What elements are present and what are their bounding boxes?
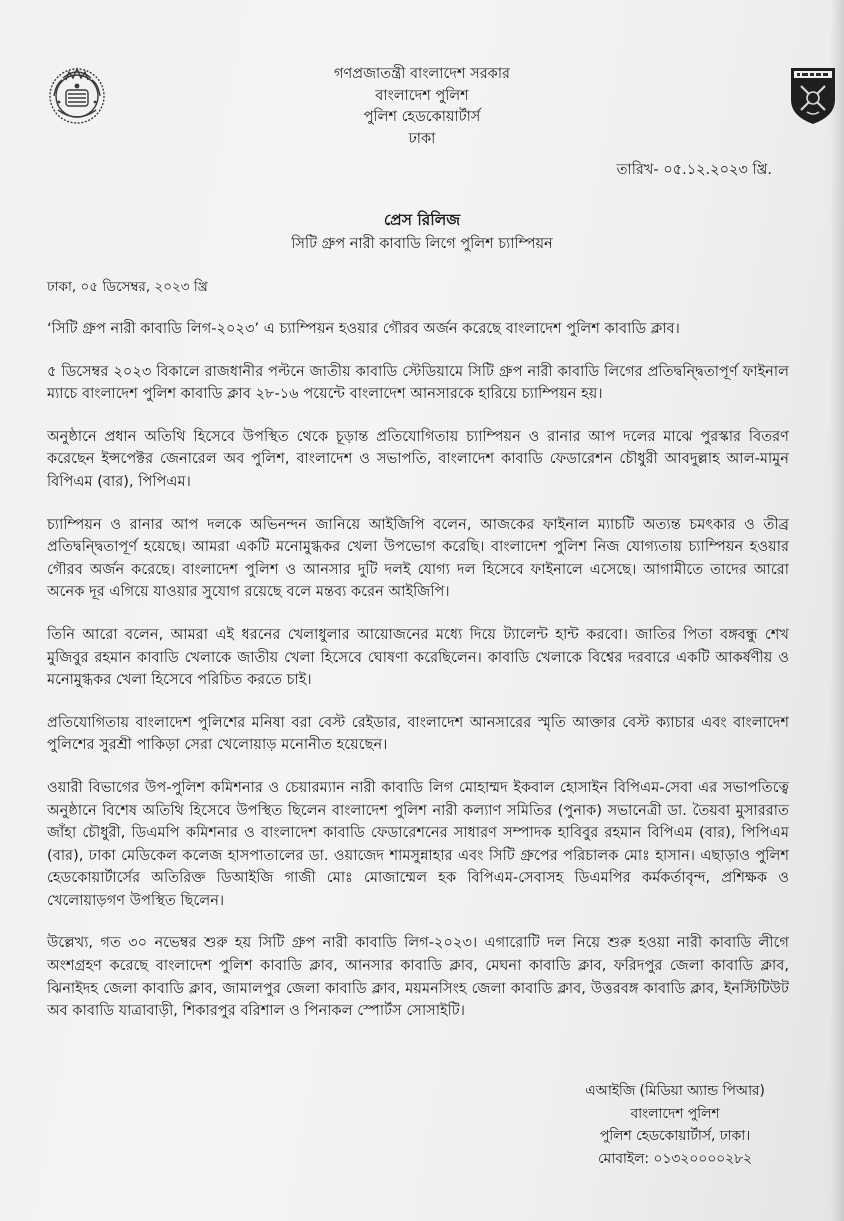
letterhead-government: গণপ্রজাতন্ত্রী বাংলাদেশ সরকার — [333, 66, 510, 82]
release-body — [47, 318, 789, 1043]
letterhead-police: বাংলাদেশ পুলিশ — [375, 87, 469, 104]
signature-mobile: মোবাইল: ০১৩২০০০০২৮২ — [597, 1150, 753, 1167]
signature-organization: বাংলাদেশ পুলিশ — [630, 1105, 720, 1122]
signature-designation: এআইজি (মিডিয়া অ্যান্ড পিআর) — [585, 1083, 765, 1099]
paragraph: অনুষ্ঠানে প্রধান অতিথি হিসেবে উপস্থিত থেকে চূড়ান্ত প্রতিযোগিতায় চ্যাম্পিয়ন ও রানার আপ দলের মাঝে পুরস্কার বিতরণ করেছেন ইন্সপেক্টর জেনারেল অব পুলিশ, বাংলাদেশ ও সভাপতি, বাংলাদেশ কাবাডি ফেডারেশন চৌধুরী আবদুল্লাহ আল-মামুন বিপিএম (বার), পিপিএম। — [47, 427, 789, 490]
page-title: প্রেস রিলিজ — [383, 211, 461, 229]
page-subtitle: সিটি গ্রুপ নারী কাবাডি লিগে পুলিশ চ্যাম্পিয়ন — [291, 236, 553, 252]
paragraph: প্রতিযোগিতায় বাংলাদেশ পুলিশের মনিষা বরা বেস্ট রেইডার, বাংলাদেশ আনসারের স্মৃতি আক্তার বেস্ট ক্যাচার এবং বাংলাদেশ পুলিশের সুরশ্রী পাকিড়া সেরা খেলোয়াড় মনোনীত হয়েছেন। — [47, 713, 789, 754]
paragraph: ওয়ারী বিভাগের উপ-পুলিশ কমিশনার ও চেয়ারম্যান নারী কাবাডি লিগ মোহাম্মদ ইকবাল হোসাইন বিপিএম-সেবা এর সভাপতিত্বে অনুষ্ঠানে বিশেষ অতিথি হিসেবে উপস্থিত ছিলেন বাংলাদেশ পুলিশ নারী কল্যাণ সমিতির (পুনাক) সভানেত্রী ডা. তৈয়বা মুসাররাত জাঁহা চৌধুরী, ডিএমপি কমিশনার ও বাংলাদেশ কাবাডি ফেডারেশনের সাধারণ সম্পাদক হাবিবুর রহমান বিপিএম (বার), পিপিএম (বার), ঢাকা মেডিকেল কলেজ হাসপাতালের ডা. ওয়াজেদ শামসুন্নাহার এবং সিটি গ্রুপের পরিচালক মোঃ হাসান। এছাড়াও পুলিশ হেডকোয়ার্টার্সের অতিরিক্ত ডিআইজি গাজী মোঃ মোজাম্মেল হক বিপিএম-সেবাসহ ডিএমপির কর্মকর্তাবৃন্দ, প্রশিক্ষক ও খেলোয়াড়গণ উপস্থিত ছিলেন। — [47, 778, 789, 909]
paragraph: ‘সিটি গ্রুপ নারী কাবাডি লিগ-২০২৩’ এ চ্যাম্পিয়ন হওয়ার গৌরব অর্জন করেছে বাংলাদেশ পুলিশ কাবাডি ক্লাব। — [47, 320, 680, 337]
page-edge-shadow — [830, 0, 844, 1221]
signature-block — [560, 1080, 790, 1170]
release-date: তারিখ- ০৫.১২.২০২৩ খ্রি. — [616, 162, 772, 178]
letterhead-headquarters: পুলিশ হেডকোয়ার্টার্স — [363, 109, 481, 125]
letterhead-city: ঢাকা — [408, 130, 436, 147]
title-block — [122, 208, 722, 256]
paragraph: তিনি আরো বলেন, আমরা এই ধরনের খেলাধুলার আয়োজনের মধ্যে দিয়ে ট্যালেন্ট হান্ট করবো। জাতির পিতা বঙ্গবন্ধু শেখ মুজিবুর রহমান কাবাডি খেলাকে জাতীয় খেলা হিসেবে ঘোষণা করেছিলেন। কাবাডি খেলাকে বিশ্বের দরবারে একটি আকর্ষণীয় ও মনোমুগ্ধকর খেলা হিসেবে পরিচিত করতে চাই। — [47, 625, 789, 689]
letterhead — [222, 64, 622, 150]
paragraph: চ্যাম্পিয়ন ও রানার আপ দলকে অভিনন্দন জানিয়ে আইজিপি বলেন, আজকের ফাইনাল ম্যাচটি অত্যন্ত চমৎকার ও তীব্র প্রতিদ্বন্দ্বিতাপূর্ণ হয়েছে। আমরা একটি মনোমুগ্ধকর খেলা উপভোগ করেছি। বাংলাদেশ পুলিশ নিজ যোগ্যতায় চ্যাম্পিয়ন হওয়ার গৌরব অর্জন করেছে। বাংলাদেশ পুলিশ ও আনসার দুটি দলই যোগ্য দল হিসেবে ফাইনালে এসেছে। আগামীতে তাদের আরো অনেক দূর এগিয়ে যাওয়ার সুযোগ রয়েছে বলে মন্তব্য করেন আইজিপি। — [47, 515, 789, 601]
police-emblem-icon — [44, 60, 110, 126]
signature-office: পুলিশ হেডকোয়ার্টার্স, ঢাকা। — [599, 1128, 751, 1144]
dateline: ঢাকা, ০৫ ডিসেম্বর, ২০২৩ খ্রি — [47, 279, 208, 295]
paragraph: ৫ ডিসেম্বর ২০২৩ বিকালে রাজধানীর পল্টনে জাতীয় কাবাডি স্টেডিয়ামে সিটি গ্রুপ নারী কাবাডি লিগের প্রতিদ্বন্দ্বিতাপূর্ণ ফাইনাল ম্যাচে বাংলাদেশ পুলিশ কাবাডি ক্লাব ২৮-১৬ পয়েন্টে বাংলাদেশ আনসারকে হারিয়ে চ্যাম্পিয়ন হয়। — [47, 362, 789, 403]
paragraph: উল্লেখ্য, গত ৩০ নভেম্বর শুরু হয় সিটি গ্রুপ নারী কাবাডি লিগ-২০২৩। এগারোটি দল নিয়ে শুরু হওয়া নারী কাবাডি লীগে অংশগ্রহণ করেছে বাংলাদেশ পুলিশ কাবাডি ক্লাব, আনসার কাবাডি ক্লাব, মেঘনা কাবাডি ক্লাব, ফরিদপুর জেলা কাবাডি ক্লাব, ঝিনাইদহ জেলা কাবাডি ক্লাব, জামালপুর জেলা কাবাডি ক্লাব, ময়মনসিংহ জেলা কাবাডি ক্লাব, উত্তরবঙ্গ কাবাডি ক্লাব, ইনস্টিটিউট অব কাবাডি যাত্রাবাড়ী, শিকারপুর বরিশাল ও পিনাকল স্পোর্টস সোসাইটি। — [47, 934, 789, 1020]
